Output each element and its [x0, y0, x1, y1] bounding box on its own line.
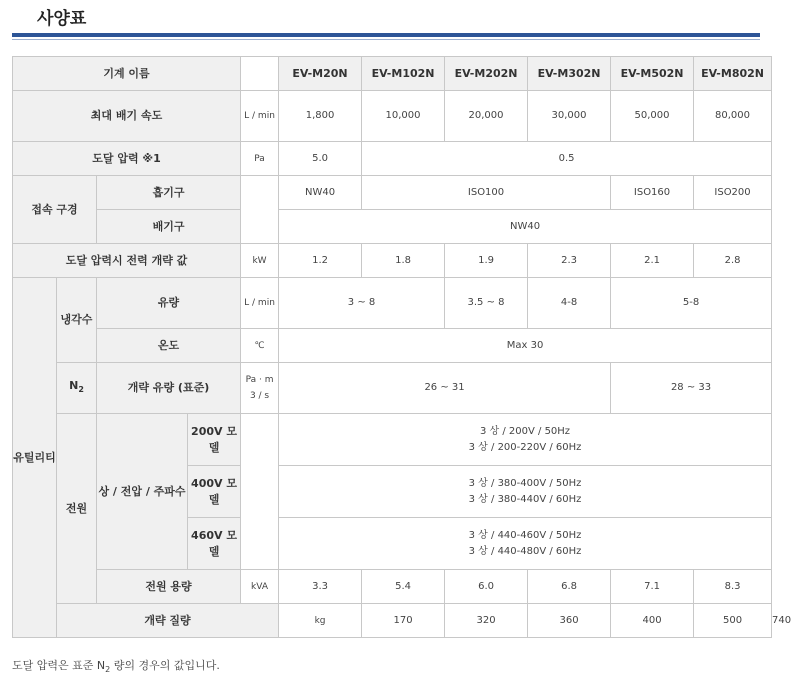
model-200v-spec: 3 상 / 200V / 50Hz 3 상 / 200-220V / 60Hz	[279, 414, 772, 466]
table-row	[13, 142, 772, 176]
model-200v-label: 200V 모델	[188, 414, 241, 466]
n2-unit: Pa · m 3 / s	[241, 363, 279, 414]
power-at-value: 2.1	[611, 244, 694, 278]
weight-label: 개략 질량	[57, 604, 279, 638]
machine-name-label: 기계 이름	[13, 57, 241, 91]
model-header: EV-M20N	[279, 57, 362, 91]
table-row	[13, 91, 772, 142]
table-row: 개략 질량 kg 170 320 360 400 500 740	[13, 604, 772, 638]
speed-label: 최대 배기 속도	[13, 91, 241, 142]
capacity-value: 3.3	[279, 570, 362, 604]
flow-value: 3 ~ 8	[279, 278, 445, 329]
note-mark: ※1	[142, 151, 161, 165]
weight-value: 320	[445, 604, 528, 638]
exhaust-label: 배기구	[97, 210, 241, 244]
power-at-value: 1.8	[362, 244, 445, 278]
table-row	[13, 329, 772, 363]
power-at-value: 2.3	[528, 244, 611, 278]
table-row	[13, 244, 772, 278]
capacity-unit: kVA	[241, 570, 279, 604]
weight-value: 360	[528, 604, 611, 638]
speed-value: 20,000	[445, 91, 528, 142]
title-underline-thin	[12, 39, 760, 40]
power-at-unit: kW	[241, 244, 279, 278]
pressure-value: 5.0	[279, 142, 362, 176]
phase-label: 상 / 전압 / 주파수	[97, 414, 188, 570]
title-underline	[12, 33, 760, 37]
capacity-value: 7.1	[611, 570, 694, 604]
model-header: EV-M502N	[611, 57, 694, 91]
table-row	[13, 210, 772, 244]
weight-unit: kg	[279, 604, 362, 638]
temp-unit: ℃	[241, 329, 279, 363]
flow-value: 5-8	[611, 278, 772, 329]
speed-value: 50,000	[611, 91, 694, 142]
speed-value: 30,000	[528, 91, 611, 142]
capacity-value: 6.8	[528, 570, 611, 604]
flow-value: 4-8	[528, 278, 611, 329]
model-header: EV-M202N	[445, 57, 528, 91]
flow-unit: L / min	[241, 278, 279, 329]
n2-flow-label: 개략 유량 (표준)	[97, 363, 241, 414]
n2-label: $N_2$	[57, 363, 97, 414]
temp-value: Max 30	[279, 329, 772, 363]
n2-value: 26 ~ 31	[279, 363, 611, 414]
model-400v-spec: 3 상 / 380-400V / 50Hz 3 상 / 380-440V / 60Hz	[279, 466, 772, 518]
capacity-value: 8.3	[694, 570, 772, 604]
connection-label: 접속 구경	[13, 176, 97, 244]
weight-value: 170	[362, 604, 445, 638]
table-row	[13, 278, 772, 329]
capacity-value: 5.4	[362, 570, 445, 604]
power-at-label: 도달 압력시 전력 개략 값	[13, 244, 241, 278]
pressure-value: 0.5	[362, 142, 772, 176]
exhaust-value: NW40	[279, 210, 772, 244]
weight-value: 400	[611, 604, 694, 638]
pressure-label: 도달 압력 ※1	[13, 142, 241, 176]
table-row	[13, 176, 772, 210]
intake-value: ISO200	[694, 176, 772, 210]
intake-value: ISO160	[611, 176, 694, 210]
pressure-unit: Pa	[241, 142, 279, 176]
power-at-value: 1.9	[445, 244, 528, 278]
weight-value: 500	[694, 604, 772, 638]
speed-value: 80,000	[694, 91, 772, 142]
speed-unit: L / min	[241, 91, 279, 142]
n2-value: 28 ~ 33	[611, 363, 772, 414]
capacity-value: 6.0	[445, 570, 528, 604]
intake-label: 흡기구	[97, 176, 241, 210]
model-460v-spec: 3 상 / 440-460V / 50Hz 3 상 / 440-480V / 60Hz	[279, 518, 772, 570]
model-header: EV-M802N	[694, 57, 772, 91]
flow-label: 유량	[97, 278, 241, 329]
power-at-value: 2.8	[694, 244, 772, 278]
speed-value: 1,800	[279, 91, 362, 142]
temp-label: 온도	[97, 329, 241, 363]
utility-label: 유틸리티	[13, 278, 57, 638]
model-400v-label: 400V 모델	[188, 466, 241, 518]
model-460v-label: 460V 모델	[188, 518, 241, 570]
flow-value: 3.5 ~ 8	[445, 278, 528, 329]
power-at-value: 1.2	[279, 244, 362, 278]
table-row	[13, 414, 772, 466]
spec-table	[12, 56, 791, 638]
footnote: 도달 압력은 표준 $N_2$ 량의 경우의 값입니다.	[12, 659, 220, 675]
table-row	[13, 57, 772, 91]
table-row	[13, 363, 772, 414]
cooling-label: 냉각수	[57, 278, 97, 363]
speed-value: 10,000	[362, 91, 445, 142]
power-label: 전원	[57, 414, 97, 604]
intake-value: ISO100	[362, 176, 611, 210]
table-row	[13, 570, 772, 604]
intake-value: NW40	[279, 176, 362, 210]
page-title: 사양표	[37, 9, 87, 29]
capacity-label: 전원 용량	[97, 570, 241, 604]
model-header: EV-M302N	[528, 57, 611, 91]
model-header: EV-M102N	[362, 57, 445, 91]
